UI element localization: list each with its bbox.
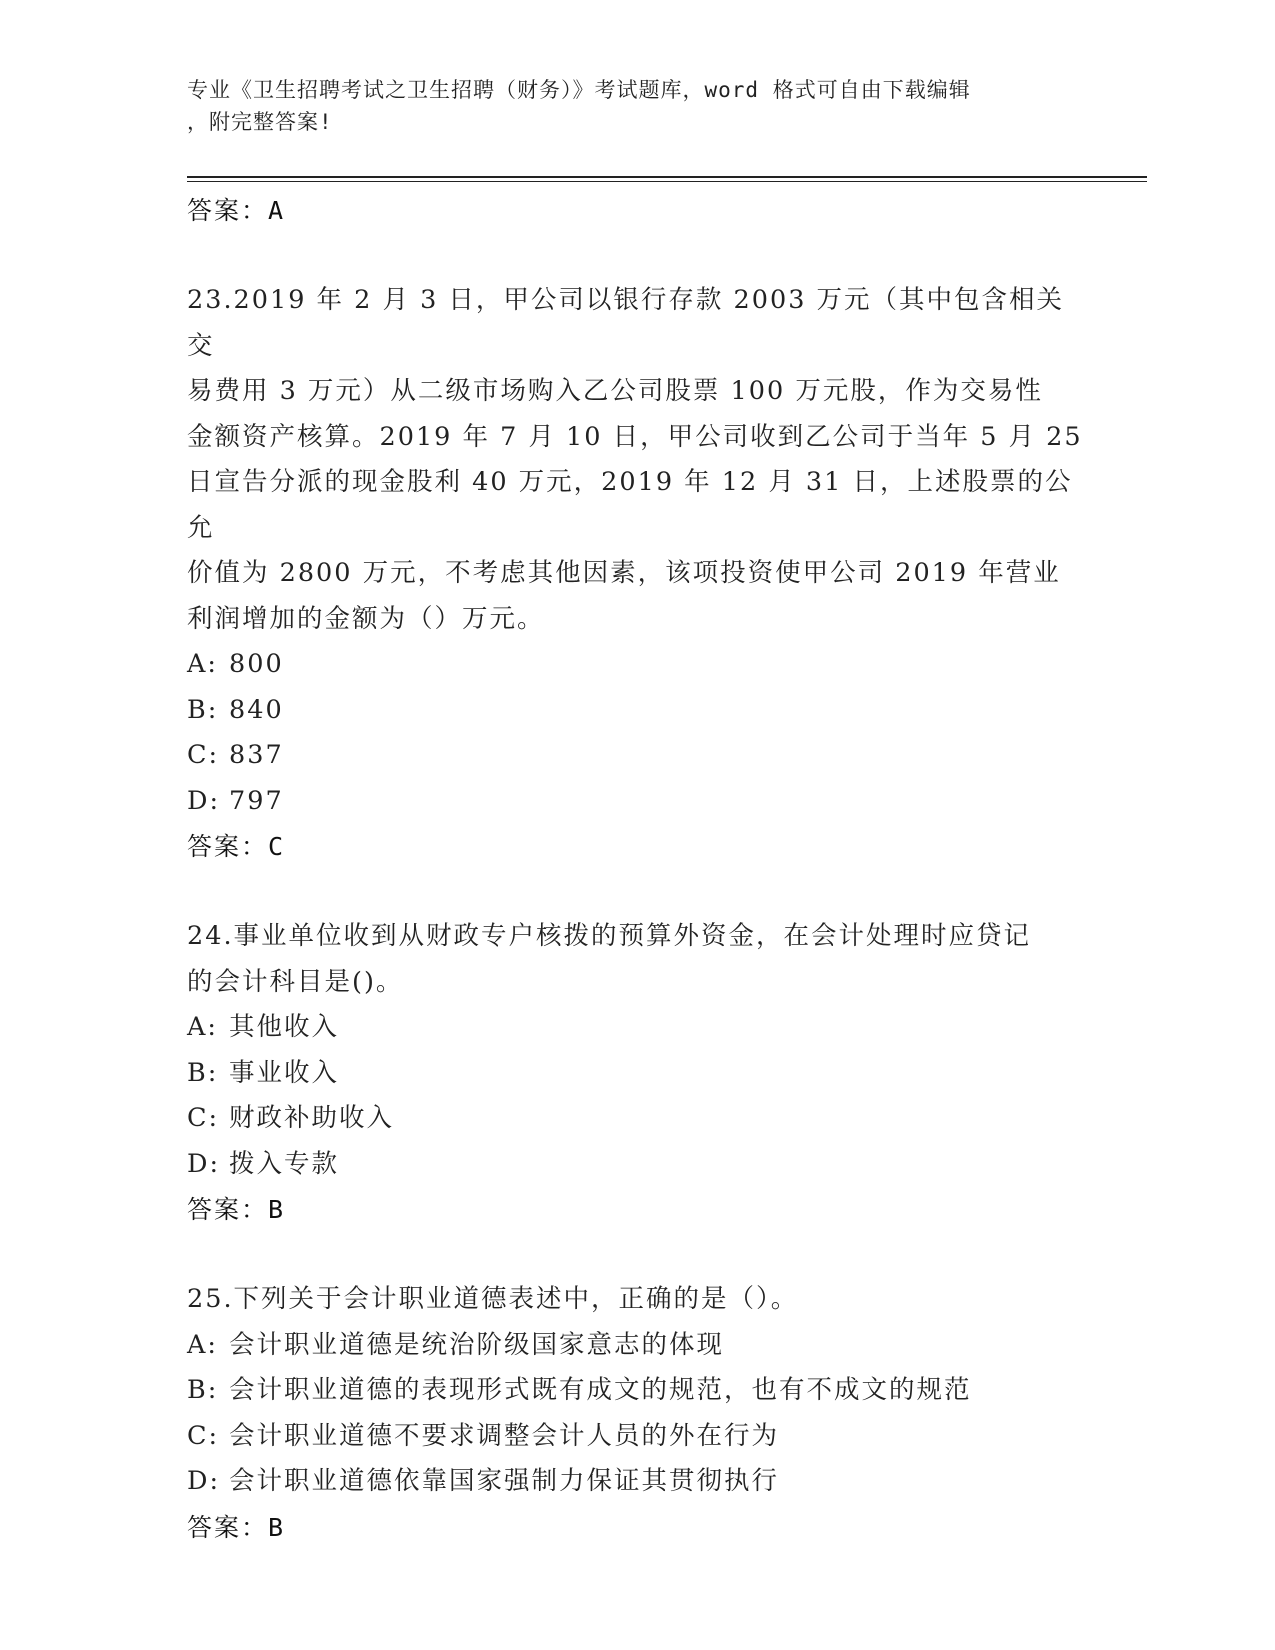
option-text: 会计职业道德的表现形式既有成文的规范，也有不成文的规范	[229, 1375, 972, 1405]
question-line: 24.事业单位收到从财政专户核拨的预算外资金，在会计处理时应贷记	[187, 921, 1032, 951]
option-text: 拨入专款	[229, 1148, 340, 1179]
question-text	[187, 278, 1087, 642]
header-line-2: ，附完整答案!	[187, 110, 333, 134]
question-block-23	[187, 278, 1087, 870]
option-text: 会计职业道德是统治阶级国家意志的体现	[229, 1329, 725, 1360]
option-text: 800	[229, 649, 284, 679]
question-line: 的会计科目是()。	[187, 966, 404, 997]
question-text	[187, 914, 1087, 1005]
answer-value: B	[268, 1512, 285, 1542]
option-letter: B:	[187, 694, 219, 725]
spacer	[187, 234, 1087, 278]
option-letter: B:	[187, 1057, 219, 1088]
spacer	[187, 1233, 1087, 1277]
answer-line	[187, 1505, 1087, 1551]
answer-label: 答案：	[187, 196, 269, 225]
answer-value: C	[268, 832, 285, 861]
option-b	[187, 1051, 1087, 1097]
answer-line	[187, 824, 1087, 870]
page-header	[187, 74, 1087, 138]
option-d	[187, 779, 1087, 825]
option-letter: A:	[187, 1329, 219, 1360]
question-block-24	[187, 914, 1087, 1233]
option-letter: D:	[187, 785, 221, 816]
option-letter: C:	[187, 1103, 220, 1133]
option-text: 837	[229, 740, 284, 770]
option-text: 会计职业道德不要求调整会计人员的外在行为	[229, 1420, 780, 1451]
option-text: 事业收入	[229, 1057, 340, 1088]
option-c	[187, 1414, 1087, 1460]
option-text: 会计职业道德依靠国家强制力保证其贯彻执行	[229, 1466, 780, 1496]
option-letter: A:	[187, 649, 219, 679]
answer-value: B	[268, 1195, 285, 1224]
option-text: 财政补助收入	[229, 1103, 395, 1133]
option-b	[187, 1368, 1087, 1414]
header-rule-thin	[187, 181, 1147, 182]
question-line: 易费用 3 万元）从二级市场购入乙公司股票 100 万元股，作为交易性	[187, 376, 1043, 406]
option-letter: D:	[187, 1466, 221, 1496]
answer-label: 答案：	[187, 1195, 269, 1224]
header-line-1: 专业《卫生招聘考试之卫生招聘（财务）》考试题库，word 格式可自由下载编辑	[187, 78, 971, 102]
option-text: 840	[229, 694, 284, 725]
option-c	[187, 1096, 1087, 1142]
question-line: 利润增加的金额为（）万元。	[187, 603, 545, 634]
question-line: 日宣告分派的现金股利 40 万元，2019 年 12 月 31 日，上述股票的公允	[187, 467, 1073, 543]
question-line: 23.2019 年 2 月 3 日，甲公司以银行存款 2003 万元（其中包含相关交	[187, 285, 1065, 361]
answer-line	[187, 1187, 1087, 1233]
answer-line-prev	[187, 188, 1087, 234]
option-a	[187, 1323, 1087, 1369]
option-letter: D:	[187, 1148, 221, 1179]
option-c	[187, 733, 1087, 779]
option-text: 其他收入	[229, 1012, 340, 1042]
question-line: 金额资产核算。2019 年 7 月 10 日，甲公司收到乙公司于当年 5 月 25	[187, 421, 1083, 452]
option-letter: B:	[187, 1375, 219, 1405]
option-a	[187, 1005, 1087, 1051]
question-block-25	[187, 1277, 1087, 1551]
question-line: 25.下列关于会计职业道德表述中，正确的是（）。	[187, 1284, 799, 1314]
content-area	[187, 188, 1087, 1551]
question-text	[187, 1277, 1087, 1323]
option-letter: A:	[187, 1012, 219, 1042]
option-letter: C:	[187, 740, 220, 770]
header-rule-thick	[187, 176, 1147, 178]
spacer	[187, 870, 1087, 914]
question-line: 价值为 2800 万元，不考虑其他因素，该项投资使甲公司 2019 年营业	[187, 558, 1061, 588]
answer-value: A	[268, 196, 285, 225]
option-text: 797	[229, 785, 284, 816]
answer-label: 答案：	[187, 1512, 269, 1542]
option-b	[187, 688, 1087, 734]
answer-label: 答案：	[187, 832, 269, 861]
option-d	[187, 1142, 1087, 1188]
option-letter: C:	[187, 1420, 220, 1451]
option-d	[187, 1459, 1087, 1505]
option-a	[187, 642, 1087, 688]
